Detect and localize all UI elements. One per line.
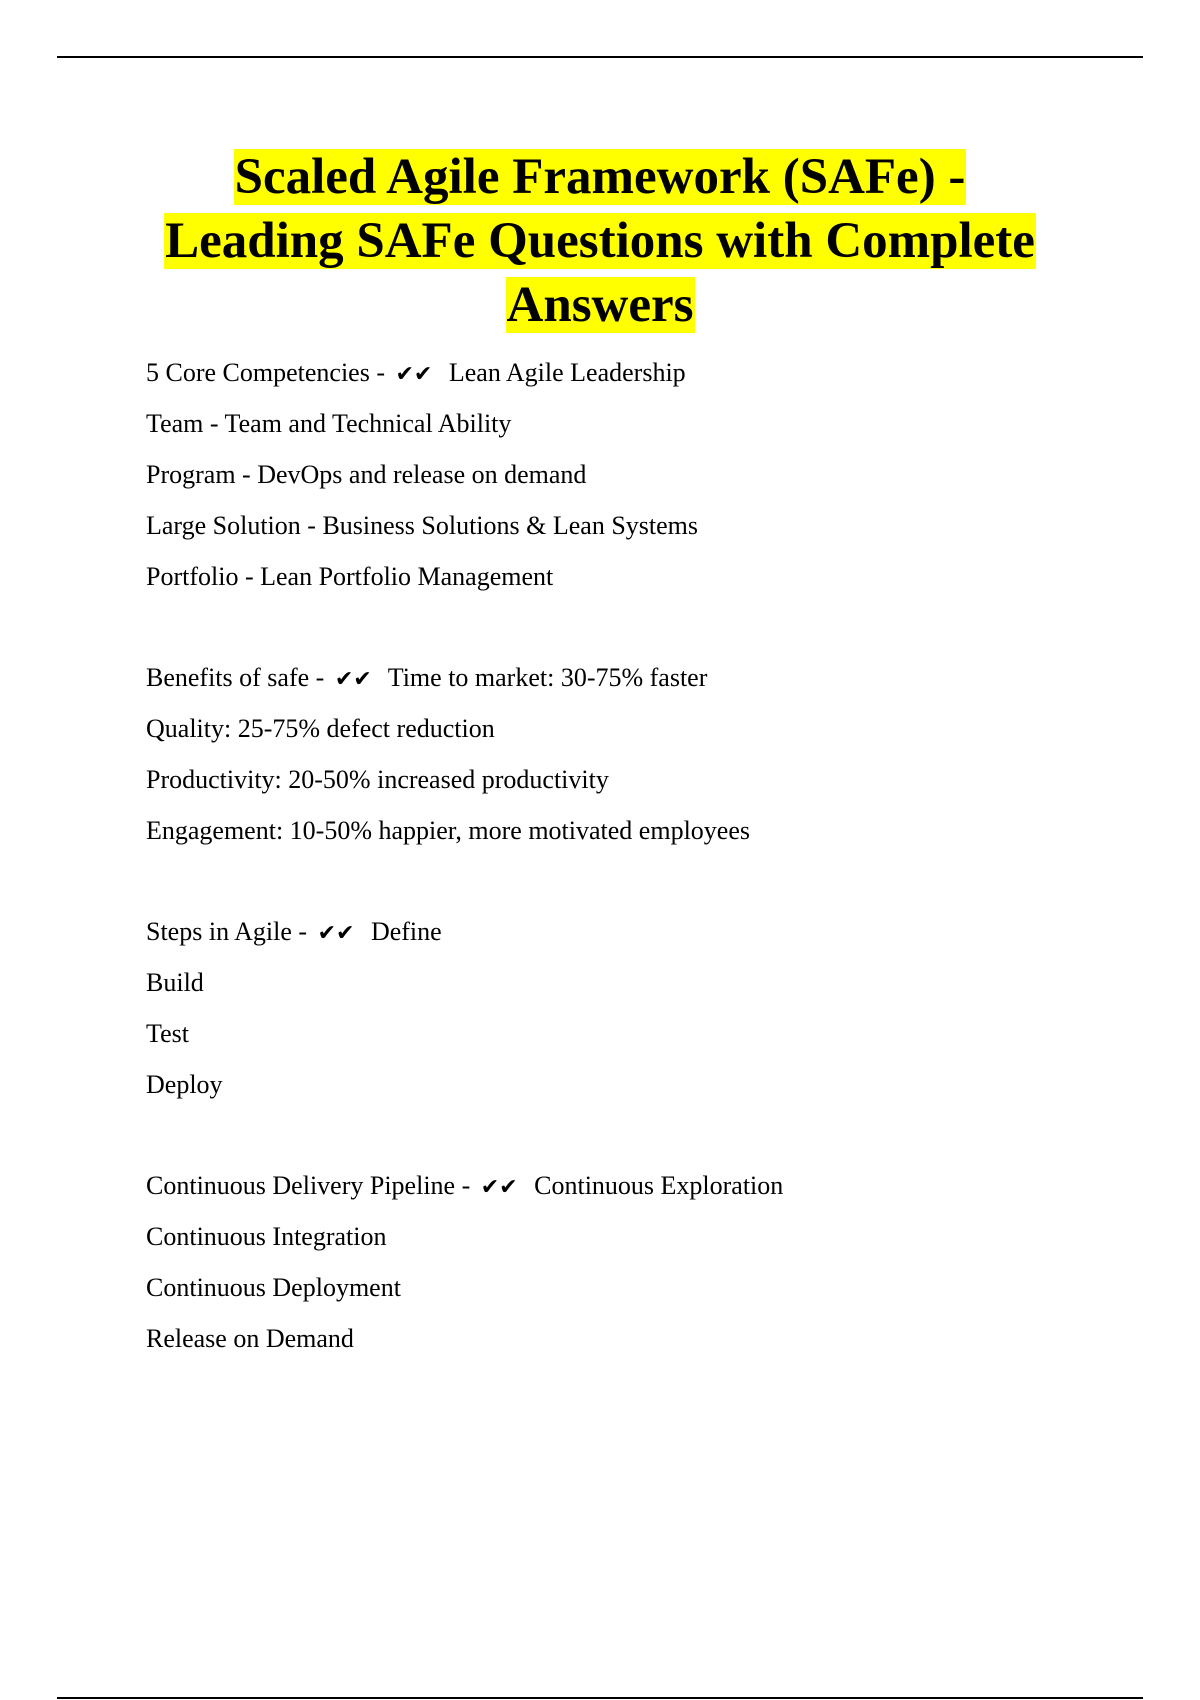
- answer-line: Test: [146, 1019, 189, 1048]
- qa-entry-core-competencies: [146, 352, 1126, 607]
- double-check-icon: ✔✔: [480, 1175, 518, 1200]
- answer-line: Program - DevOps and release on demand: [146, 460, 587, 489]
- answer-line: Continuous Integration: [146, 1222, 387, 1251]
- header-rule: [57, 56, 1143, 58]
- question-text: Steps in Agile -: [146, 917, 308, 946]
- qa-entry-delivery-pipeline: [146, 1165, 1126, 1369]
- title-line-3: Answers: [506, 277, 694, 333]
- question-line: [146, 352, 1126, 403]
- qa-entry-benefits: [146, 657, 1126, 861]
- question-text: Benefits of safe -: [146, 663, 325, 692]
- title-line-2: Leading SAFe Questions with Complete: [165, 213, 1035, 269]
- answer-line: Large Solution - Business Solutions & Lean Systems: [146, 511, 699, 540]
- document-title: [57, 145, 1143, 337]
- answer-line: Quality: 25-75% defect reduction: [146, 714, 495, 743]
- answer-text: Time to market: 30-75% faster: [387, 663, 708, 692]
- answer-line: Portfolio - Lean Portfolio Management: [146, 562, 554, 591]
- question-line: [146, 1165, 1126, 1216]
- answer-text: Lean Agile Leadership: [448, 358, 686, 387]
- answer-line: Deploy: [146, 1070, 223, 1099]
- question-text: 5 Core Competencies -: [146, 358, 385, 387]
- double-check-icon: ✔✔: [317, 921, 355, 946]
- answer-line: Release on Demand: [146, 1324, 354, 1353]
- answer-line: Continuous Deployment: [146, 1273, 401, 1302]
- title-line-1: Scaled Agile Framework (SAFe) -: [234, 149, 966, 205]
- qa-entry-agile-steps: [146, 911, 1126, 1115]
- qa-content: [146, 352, 1126, 1419]
- answer-text: Define: [370, 917, 442, 946]
- question-line: [146, 657, 1126, 708]
- footer-rule: [57, 1697, 1143, 1699]
- answer-line: Team - Team and Technical Ability: [146, 409, 512, 438]
- answer-text: Continuous Exploration: [534, 1171, 784, 1200]
- question-text: Continuous Delivery Pipeline -: [146, 1171, 471, 1200]
- double-check-icon: ✔✔: [395, 362, 433, 387]
- answer-line: Productivity: 20-50% increased productivity: [146, 765, 609, 794]
- answer-line: Engagement: 10-50% happier, more motivated employees: [146, 816, 750, 845]
- double-check-icon: ✔✔: [334, 667, 372, 692]
- question-line: [146, 911, 1126, 962]
- answer-line: Build: [146, 968, 204, 997]
